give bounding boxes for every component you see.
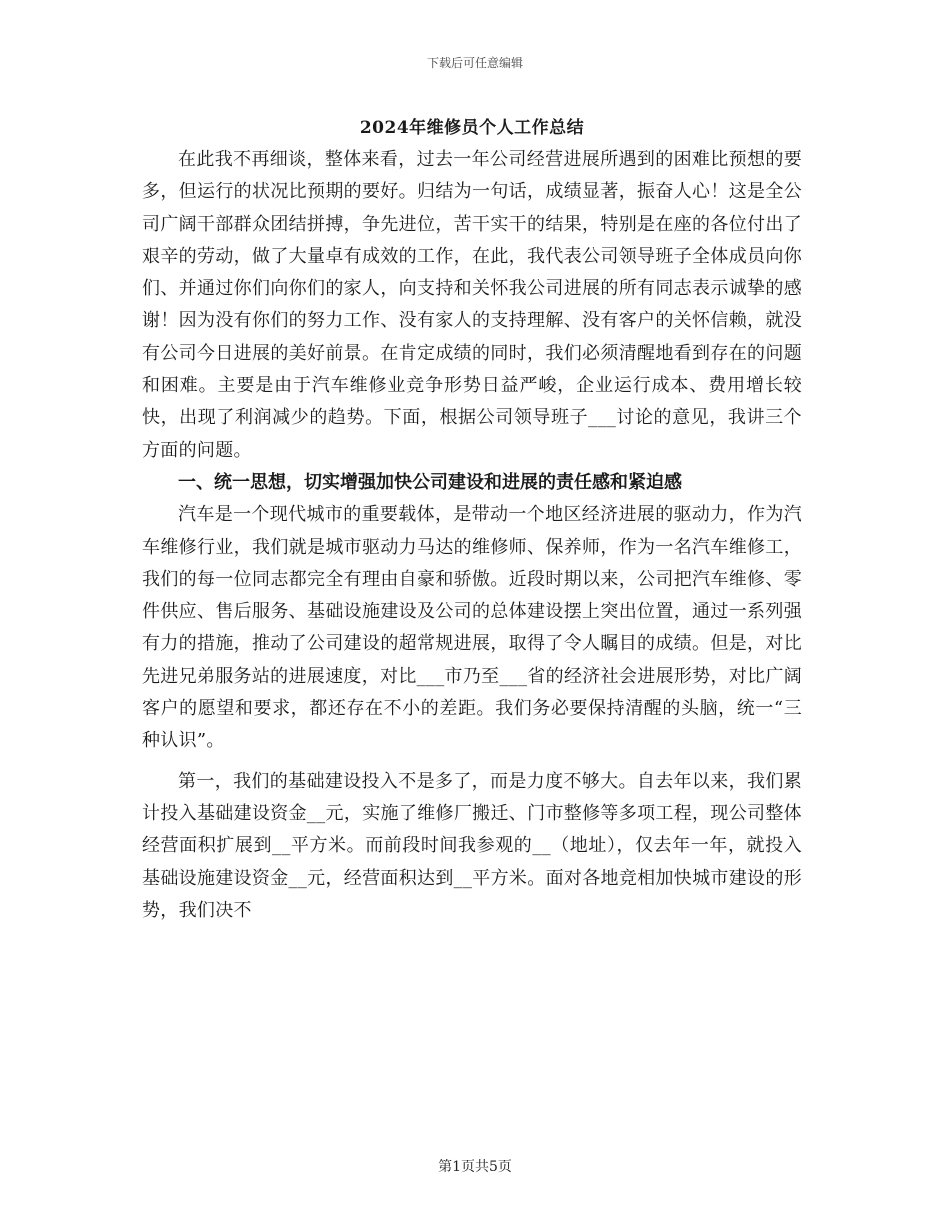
- paragraph-automotive: 汽车是一个现代城市的重要载体，是带动一个地区经济进展的驱动力，作为汽车维修行业，我们就是城市驱动力马达的维修师、保养师，作为一名汽车维修工，我们的每一位同志都完全有理由自豪和骄傲。近段时期以来，公司把汽车维修、零件供应、售后服务、基础设施建设及公司的总体建设摆上突出位置，通过一系列强有力的措施，推动了公司建设的超常规进展，取得了令人瞩目的成绩。但是，对比先进兄弟服务站的进展速度，对比___市乃至___省的经济社会进展形势，对比广阔客户的愿望和要求，都还存在不小的差距。我们务必要保持清醒的头脑，统一“三种认识”。: [142, 504, 802, 752]
- page-footer-number: 第1页共5页: [438, 1159, 512, 1175]
- paragraph-intro: 在此我不再细谈，整体来看，过去一年公司经营进展所遇到的困难比预想的要多，但运行的状况比预期的要好。归结为一句话，成绩显著，振奋人心！这是全公司广阔干部群众团结拼搏，争先进位，苦干实干的结果，特别是在座的各位付出了艰辛的劳动，做了大量卓有成效的工作，在此，我代表公司领导班子全体成员向你们、并通过你们向你们的家人，向支持和关怀我公司进展的所有同志表示诚挚的感谢！因为没有你们的努力工作、没有家人的支持理解、没有客户的关怀信赖，就没有公司今日进展的美好前景。在肯定成绩的同时，我们必须清醒地看到存在的问题和困难。主要是由于汽车维修业竞争形势日益严峻，企业运行成本、费用增长较快，出现了利润减少的趋势。下面，根据公司领导班子___讨论的意见，我讲三个方面的问题。: [142, 149, 802, 461]
- document-body: [142, 112, 802, 927]
- document-title: 2024年维修员个人工作总结: [359, 118, 585, 138]
- page-header-note: 下载后可任意编辑: [426, 56, 523, 70]
- paragraph-first-point: 第一，我们的基础建设投入不是多了，而是力度不够大。自去年以来，我们累计投入基础建设资金__元，实施了维修厂搬迁、门市整修等多项工程，现公司整体经营面积扩展到__平方米。而前段时间我参观的__（地址），仅去年一年，就投入基础设施建设资金__元，经营面积达到__平方米。面对各地竞相加快城市建设的形势，我们决不: [142, 770, 802, 921]
- section-heading-one: 一、统一思想，切实增强加快公司建设和进展的责任感和紧迫感: [178, 471, 682, 493]
